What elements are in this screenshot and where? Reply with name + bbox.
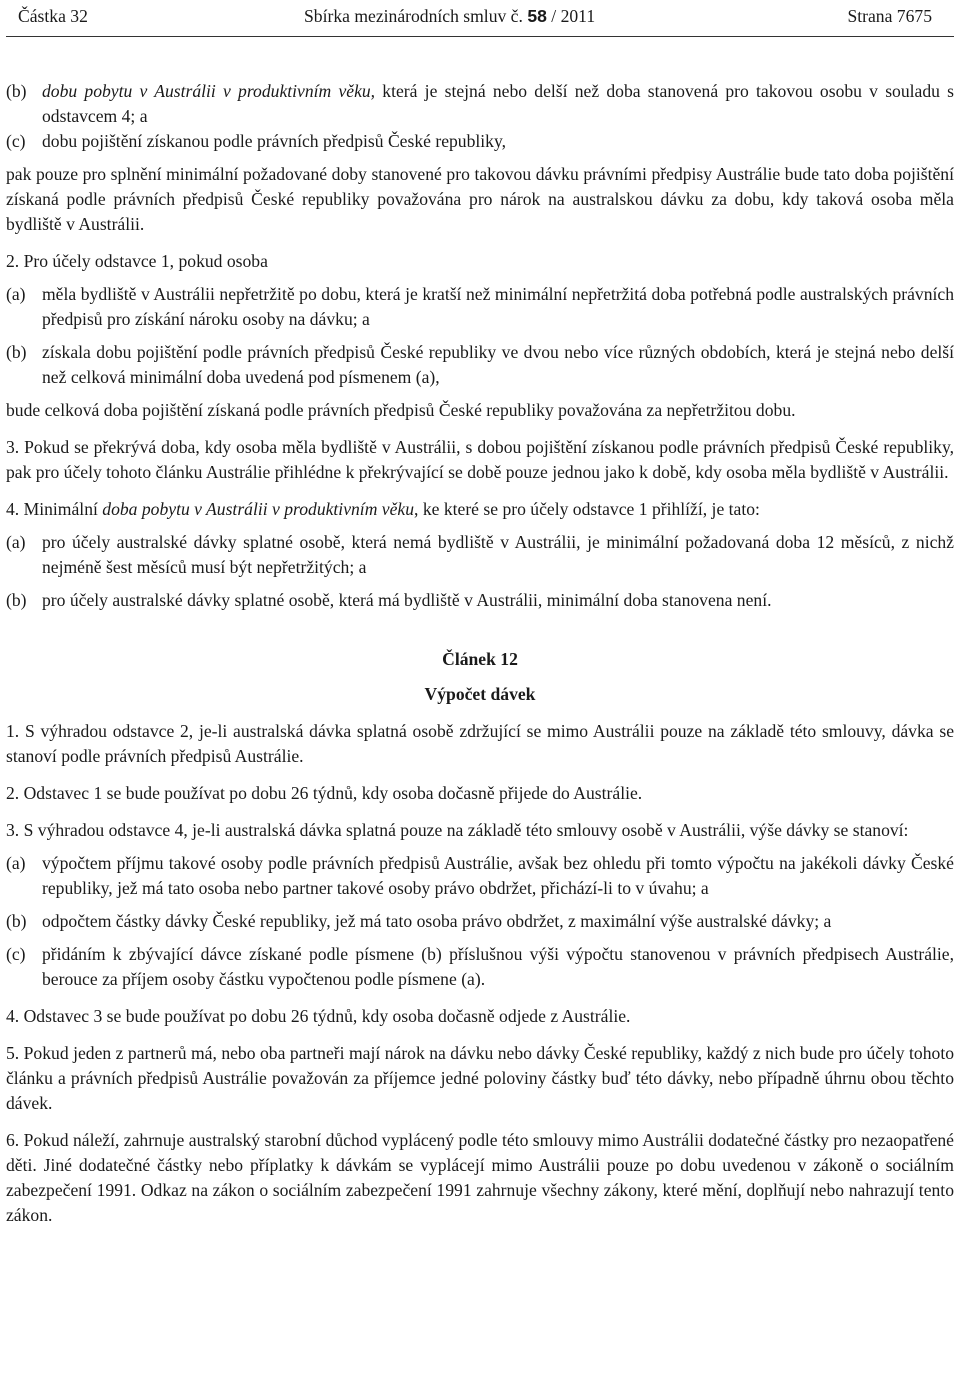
article-paragraph-3: 3. S výhradou odstavce 4, je-li australská dávka splatná pouze na základě této smlouvy osobě v Austrálii, výše dávky se stanoví: [6, 820, 909, 840]
item-text: dobu pojištění získanou podle právních předpisů České republiky, [42, 131, 507, 151]
item-4b [6, 588, 954, 613]
item-text: měla bydliště v Austrálii nepřetržitě po dobu, která je kratší než minimální nepřetržitá doba potřebná podle australských právních předpisů pro získání nároku osoby na dávku; a [42, 284, 954, 329]
header-rule [6, 36, 954, 37]
page-header [6, 0, 954, 34]
paragraph-2-intro: 2. Pro účely odstavce 1, pokud osoba [6, 251, 268, 271]
item-2b [6, 340, 954, 390]
item-text: pro účely australské dávky splatné osobě, která má bydliště v Austrálii, minimální doba stanovena není. [42, 590, 772, 610]
article-number: Článek 12 [442, 649, 518, 669]
article-title: Výpočet dávek [424, 684, 536, 704]
item-label: (b) [6, 590, 27, 610]
article-paragraph-6: 6. Pokud náleží, zahrnuje australský starobní důchod vyplácený podle této smlouvy mimo Austrálii dodatečné částky pro nezaopatřené děti. Jiné dodatečné částky nebo příplatky k dávkám se vyplácejí mimo Austrálii pouze po dobu uvedenou v zákoně o sociálním zabezpečení 1991. Odkaz na zákon o sociálním zabezpečení 1991 zahrnuje všechny zákony, které mění, doplňují nebo nahrazují tento zákon. [6, 1130, 954, 1225]
item-text: přidáním k zbývající dávce získané podle písmene (b) příslušnou výši výpočtu stanovenou v právních předpisech Austrálie, berouce za příjem osoby částku vypočtenou podle písmene (a). [42, 944, 954, 989]
article-paragraph-5: 5. Pokud jeden z partnerů má, nebo oba partneři mají nárok na dávku nebo dávky České republiky, každý z nich bude pro účely tohoto článku a právních předpisů Austrálie považován za příjemce jedné poloviny částky buď této dávky, nebo případně úhrnu obou těchto dávek. [6, 1043, 954, 1113]
item-text [42, 79, 954, 129]
item-text: pro účely australské dávky splatné osobě, která nemá bydliště v Austrálii, je minimální požadovaná doba 12 měsíců, z nichž nejméně šest měsíců musí být nepřetržitých; a [42, 532, 954, 577]
item-text: získala dobu pojištění podle právních předpisů České republiky ve dvou nebo více různých obdobích, která je stejná nebo delší než celková minimální doba uvedená pod písmenem (a), [42, 342, 954, 387]
item-label: (a) [6, 532, 26, 552]
header-page-number: Strana 7675 [847, 6, 932, 26]
italic-term: dobu pobytu v Austrálii v produktivním věku, [42, 81, 376, 101]
italic-term: doba pobytu v Austrálii v produktivním věku [102, 499, 415, 519]
item-label: (b) [6, 911, 27, 931]
p4-post: , ke které se pro účely odstavce 1 přihlíží, je tato: [414, 499, 760, 519]
item-3a [6, 851, 954, 901]
article-paragraph-1: 1. S výhradou odstavce 2, je-li australská dávka splatná osobě zdržující se mimo Austrálii pouze na základě této smlouvy, dávka se stanoví podle právních předpisů Austrálie. [6, 721, 954, 766]
item-label: (b) [6, 342, 27, 362]
paragraph-2-tail: bude celková doba pojištění získaná podle právních předpisů České republiky považována za nepřetržitou dobu. [6, 400, 796, 420]
item-label: (a) [6, 284, 26, 304]
item-text: výpočtem příjmu takové osoby podle právních předpisů Austrálie, avšak bez ohledu při tomto výpočtu na jakékoli dávky České republiky, jež má tato osoba nebo partner takové osoby právo obdržet, přichází-li to v úvahu; a [42, 853, 954, 898]
item-1c [6, 129, 954, 154]
item-label: (c) [6, 944, 26, 964]
paragraph-1-tail: pak pouze pro splnění minimální požadované doby stanovené pro takovou dávku právními předpisy Austrálie bude tato doba pojištění získaná podle právních předpisů České republiky považována pro nárok na australskou dávku za dobu, kdy taková osoba měla bydliště v Austrálii. [6, 164, 954, 234]
item-label: (a) [6, 853, 26, 873]
header-number: 58 [527, 6, 547, 26]
item-3c [6, 942, 954, 992]
paragraph-3: 3. Pokud se překrývá doba, kdy osoba měla bydliště v Austrálii, s dobou pojištění získanou podle právních předpisů České republiky, pak pro účely tohoto článku Austrálie přihlédne k překrývající se době pouze jednou jako k době, kdy osoba měla bydliště v Austrálii. [6, 437, 954, 482]
item-3b [6, 909, 954, 934]
header-issue: Částka 32 [18, 6, 88, 26]
item-text: odpočtem částky dávky České republiky, jež má tato osoba právo obdržet, z maximální výše australské dávky; a [42, 911, 832, 931]
header-year: / 2011 [551, 6, 596, 26]
item-1b [6, 79, 954, 129]
item-4a [6, 530, 954, 580]
article-paragraph-2: 2. Odstavec 1 se bude používat po dobu 26 týdnů, kdy osoba dočasně přijede do Austrálie. [6, 783, 643, 803]
item-label: (c) [6, 131, 26, 151]
paragraph-4-intro [6, 497, 954, 522]
item-label: (b) [6, 81, 27, 101]
item-2a [6, 282, 954, 332]
item-text-rest: která je stejná nebo delší než doba stanovená pro takovou osobu v souladu s odstavcem 4; a [42, 81, 954, 126]
header-collection [304, 4, 595, 29]
article-paragraph-4: 4. Odstavec 3 se bude používat po dobu 26 týdnů, kdy osoba dočasně odjede z Austrálie. [6, 1006, 631, 1026]
header-collection-prefix: Sbírka mezinárodních smluv č. [304, 6, 523, 26]
p4-pre: 4. Minimální [6, 499, 103, 519]
